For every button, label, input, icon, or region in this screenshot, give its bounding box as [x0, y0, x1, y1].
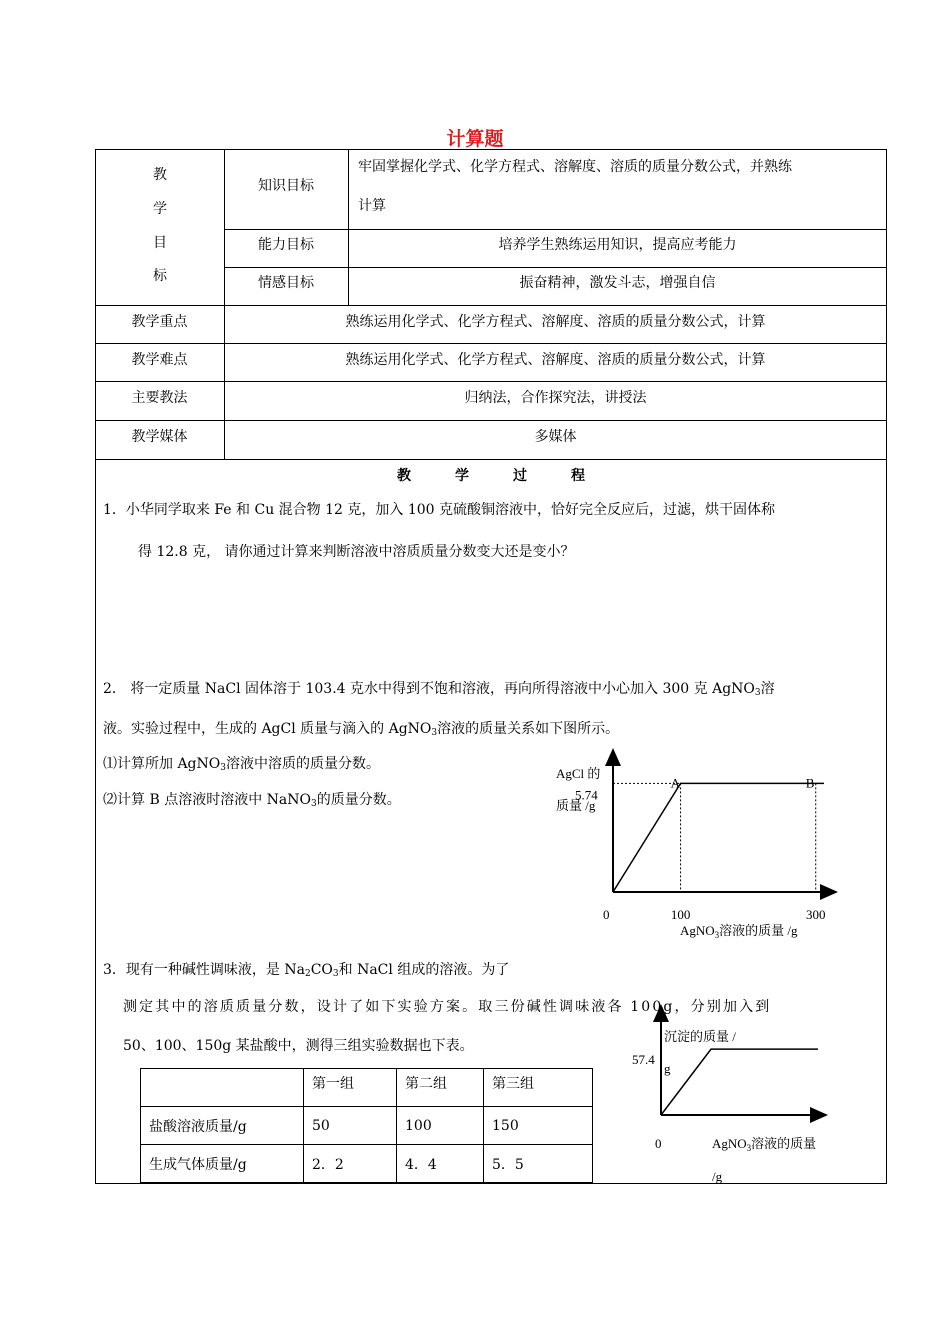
- knowledge-text: 计算: [358, 198, 386, 214]
- media-label: 教学媒体: [131, 429, 188, 445]
- key-text: 熟练运用化学式、化学方程式、溶解度、溶质的质量分数公式，计算: [345, 314, 766, 330]
- q3-text: 50、100、150g 某盐酸中，测得三组实验数据也下表。: [123, 1038, 474, 1054]
- process-title-char: 学: [455, 468, 469, 484]
- x-label: AgNO$_3$溶液的质量 /g: [680, 923, 798, 940]
- row-divider: [95, 459, 887, 460]
- difficult-text: 熟练运用化学式、化学方程式、溶解度、溶质的质量分数公式，计算: [345, 352, 766, 368]
- table-cell: 生成气体质量/g: [141, 1145, 304, 1183]
- media-text: 多媒体: [534, 429, 577, 445]
- knowledge-label: 知识目标: [258, 178, 314, 194]
- x-label: /g: [712, 1169, 723, 1184]
- process-title-char: 过: [513, 468, 527, 484]
- method-label: 主要教法: [131, 390, 188, 406]
- process-title: [95, 465, 887, 485]
- q2-text: 液。实验过程中，生成的 AgCl 质量与滴入的 AgNO$_3$溶液的质量关系如下图所示。: [103, 721, 620, 738]
- process-title-char: 教: [397, 468, 411, 484]
- emotion-label: 情感目标: [258, 275, 314, 291]
- x-tick-label: 100: [670, 907, 691, 922]
- origin-label: 0: [655, 1136, 662, 1151]
- table-cell: 100: [397, 1107, 484, 1145]
- y-label: AgCl 的: [556, 766, 601, 781]
- row-divider: [95, 420, 887, 421]
- y-tick-label: 57.4: [632, 1052, 655, 1068]
- method-text: 归纳法，合作探究法，讲授法: [464, 390, 647, 406]
- q1-text: 1．小华同学取来 Fe 和 Cu 混合物 12 克，加入 100 克硫酸铜溶液中，恰好完全反应后，过滤，烘干固体称: [103, 502, 776, 518]
- goals-label-char: 学: [153, 201, 167, 217]
- table-row: [141, 1107, 593, 1145]
- x-tick-label: 300: [805, 907, 826, 922]
- row-divider: [95, 381, 887, 382]
- y-label: g: [664, 1061, 671, 1076]
- q3-data-table: [140, 1068, 593, 1183]
- goals-label-char: 目: [153, 235, 167, 251]
- table-header-cell: 第三组: [484, 1069, 593, 1107]
- goals-label-char: 教: [153, 167, 167, 183]
- agcl-chart: [540, 745, 860, 945]
- precipitate-chart: [620, 1000, 860, 1190]
- table-cell: 2．2: [304, 1145, 397, 1183]
- ability-label: 能力目标: [258, 237, 314, 253]
- table-cell: 盐酸溶液质量/g: [141, 1107, 304, 1145]
- y-tick-label: 5.74: [575, 787, 598, 803]
- x-label: AgNO$_3$溶液的质量: [712, 1136, 817, 1153]
- agcl-series-line: [613, 783, 824, 892]
- table-cell: 4．4: [397, 1145, 484, 1183]
- table-cell: 50: [304, 1107, 397, 1145]
- row-divider: [224, 229, 887, 230]
- point-label-b: B: [805, 775, 815, 791]
- y-label: 质量 /g: [556, 798, 596, 813]
- goals-label-char: 标: [153, 268, 167, 284]
- table-cell: 150: [484, 1107, 593, 1145]
- row-divider: [224, 267, 887, 268]
- difficult-label: 教学难点: [131, 352, 188, 368]
- col-divider: [224, 149, 225, 459]
- table-header-cell: 第一组: [304, 1069, 397, 1107]
- knowledge-text: 牢固掌握化学式、化学方程式、溶解度、溶质的质量分数公式，并熟练: [358, 159, 792, 175]
- ability-text: 培养学生熟练运用知识，提高应考能力: [498, 237, 737, 253]
- q1-text: 得 12.8 克， 请你通过计算来判断溶液中溶质质量分数变大还是变小？: [138, 544, 575, 560]
- precipitate-series-line: [661, 1049, 818, 1115]
- emotion-text: 振奋精神，激发斗志，增强自信: [519, 275, 716, 291]
- origin-label: 0: [603, 907, 610, 922]
- page-title: 计算题: [446, 128, 504, 150]
- y-label: 沉淀的质量 /: [664, 1029, 736, 1044]
- q3-text: 测定其中的溶质质量分数，设计了如下实验方案。取三份碱性调味液各 100g，分别加入到: [123, 999, 772, 1015]
- q2-text: 2． 将一定质量 NaCl 固体溶于 103.4 克水中得到不饱和溶液，再向所得溶液中小心加入 300 克 AgNO$_3$溶: [103, 681, 775, 698]
- q3-text: 3．现有一种碱性调味液，是 $Na_2CO_3$和 NaCl 组成的溶液。为了: [103, 962, 510, 979]
- table-header-cell: 第二组: [397, 1069, 484, 1107]
- row-divider: [95, 305, 887, 306]
- table-cell: 5．5: [484, 1145, 593, 1183]
- row-divider: [95, 343, 887, 344]
- process-title-char: 程: [571, 468, 585, 484]
- table-row: [141, 1145, 593, 1183]
- key-label: 教学重点: [131, 314, 188, 330]
- point-label-a: A: [670, 775, 680, 791]
- q2-sub2: ⑵计算 B 点溶液时溶液中 NaNO$_3$的质量分数。: [103, 792, 401, 809]
- q2-sub1: ⑴计算所加 AgNO$_3$溶液中溶质的质量分数。: [103, 756, 380, 773]
- table-header-cell: [141, 1069, 304, 1107]
